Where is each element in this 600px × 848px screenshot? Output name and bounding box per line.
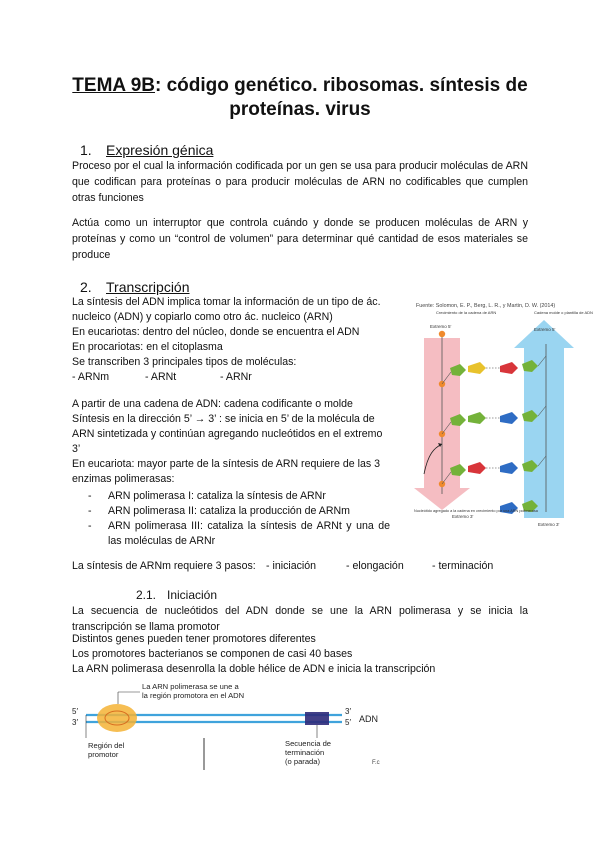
base-icon bbox=[500, 462, 518, 474]
step-item: - terminación bbox=[432, 560, 494, 572]
end-3prime-right: 3′ bbox=[345, 707, 351, 716]
paragraph-expresion-definition: Proceso por el cual la información codificada por un gen se usa para producir moléculas de ARN que codifican para proteínas o para producir moléculas de ARN no codificables que cumplen otras funciones bbox=[72, 160, 528, 204]
base-icon bbox=[500, 362, 518, 374]
termination-label-line3: (o parada) bbox=[285, 757, 321, 766]
promoter-label-line1: Región del bbox=[88, 741, 125, 750]
page-title bbox=[60, 74, 540, 122]
base-icon bbox=[468, 362, 486, 374]
end-3prime-left: 3′ bbox=[72, 718, 78, 727]
title-text: : código genético. ribosomas. síntesis de proteínas. virus bbox=[155, 75, 528, 120]
section-number: 2. bbox=[80, 279, 92, 295]
end-5prime-left: 5′ bbox=[72, 707, 78, 716]
rna-type: - ARNm bbox=[72, 371, 110, 383]
dna-template-arrow bbox=[514, 320, 574, 518]
section-heading-transcripcion bbox=[80, 279, 190, 295]
dna-5prime-end: Extremo 5′ bbox=[534, 327, 556, 332]
polymerase-label-line2: la región promotora en el ADN bbox=[142, 691, 245, 700]
document-page: TEMA 9B: código genético. ribosomas. síntesis de proteínas. virus 1. Expresión génica Proceso por el cual la información codificada por un gen se usa para producir moléculas de ARN que codifican para proteínas o para producir moléculas de ARN no codificables que cumplen otras funciones Actúa como un interruptor que controla cuándo y donde se producen moléculas de ARN y proteínas y como un “control de volumen” para determinar qué cantidad de esos materiales se produce 2. Transcripción La síntesis del ADN implica tomar la información de un tipo de ác. nucleico (ADN) y copiarlo como otro ác. nucleico (ARN) En eucariotas: dentro del núcleo, donde se encuentra el ADN En procariotas: en el citoplasma Se transcriben 3 principales tipos de moléculas: - ARNm - ARNt - ARNr A partir de una cadena de ADN: cadena codificante o molde Síntesis en la dirección 5’ → 3’ : se inicia en 5’ de la molécula de ARN sintetizada y continúan agregando nucleótidos en el extremo 3’ En eucariota: mayor parte de la síntesis de ARN requiere de las 3 enzimas polimerasas: - ARN polimerasa I: cataliza la síntesis de ARNr - ARN polimerasa II: cataliza la producción de ARNm - ARN polimerasa III: cataliza la síntesis de ARNt y una de las moléculas de ARNr La síntesis de ARNm requiere 3 pasos: - iniciación - elongación - terminación 2.1. Iniciación La secuencia de nucleótidos del ADN donde se une la ARN polimerasa y se inicia la transcripción se llama promotor Distintos genes pueden tener promotores diferentes Los promotores bacterianos se componen de casi 40 bases La ARN polimerasa desenrolla la doble hélice de ADN e inicia la transcripción Fuente: Solomon, E. P., Berg, L. R., y Martin, D. W. (2014) Crecimiento de la cadena de ARN Cadena molde o plantilla de ADN Extremo 5′ Extremo 5′ Nucleótido agregado a la cadena en crecimiento por una ARN polimerasa Extremo 3′ Extremo 3′ La ARN polimerasa se une a la región promotora en el ADN 5′ 3′ 3′ 5′ ADN Región del promotor Secuencia de terminación (o parada) F.c bbox=[0, 0, 600, 848]
base-icon bbox=[500, 412, 518, 424]
text-line: enzimas polimerasas: bbox=[72, 473, 175, 485]
text-line: ARN sintetizada y continúan agregando nucleótidos en el extremo bbox=[72, 428, 383, 440]
text-line: Los promotores bacterianos se componen de casi 40 bases bbox=[72, 648, 353, 660]
text-line: Síntesis en la dirección 5’ → 3’ : se inicia en 5’ de la molécula de bbox=[72, 413, 375, 425]
section-title: Expresión génica bbox=[106, 142, 214, 158]
text-line: En eucariotas: dentro del núcleo, donde se encuentra el ADN bbox=[72, 326, 360, 338]
list-item-text: ARN polimerasa III: cataliza la síntesis de ARNt y una de las moléculas de ARNr bbox=[108, 520, 390, 547]
section-title: Transcripción bbox=[106, 279, 190, 295]
end-5prime-right: 5′ bbox=[345, 718, 351, 727]
rna-3prime-end: Extremo 3′ bbox=[452, 514, 474, 519]
subsection-heading-iniciacion bbox=[136, 588, 217, 602]
termination-label-line2: terminación bbox=[285, 748, 325, 757]
figure-source: Fuente: Solomon, E. P., Berg, L. R., y Martin, D. W. (2014) bbox=[416, 303, 556, 309]
section-number: 1. bbox=[80, 142, 92, 158]
rna-polymerase-icon bbox=[97, 704, 137, 732]
text-line: nucleico (ADN) y copiarlo como otro ác. nucleico (ARN) bbox=[72, 311, 333, 323]
text-line: A partir de una cadena de ADN: cadena codificante o molde bbox=[72, 398, 353, 410]
termination-label-line1: Secuencia de bbox=[285, 739, 332, 748]
paragraph-promotor: La secuencia de nucleótidos del ADN donde se une la ARN polimerasa y se inicia la transcripción se llama promotor bbox=[72, 605, 528, 633]
list-item-text: ARN polimerasa II: cataliza la producción de ARNm bbox=[108, 505, 350, 517]
step-item: - elongación bbox=[346, 560, 404, 572]
promoter-label-line2: promotor bbox=[88, 750, 119, 759]
dna-template-title: Cadena molde o plantilla de ADN bbox=[534, 310, 593, 315]
text-line: Se transcriben 3 principales tipos de moléculas: bbox=[72, 356, 297, 368]
figure-rna-synthesis bbox=[414, 298, 593, 530]
rna-type: - ARNt bbox=[145, 371, 177, 383]
polymerase-label-line1: La ARN polimerasa se une a bbox=[142, 682, 239, 691]
list-item-text: ARN polimerasa I: cataliza la síntesis de ARNr bbox=[108, 490, 326, 502]
figure-tag: F.c bbox=[372, 760, 380, 766]
text-line: La ARN polimerasa desenrolla la doble hélice de ADN e inicia la transcripción bbox=[72, 663, 436, 675]
termination-sequence-marker bbox=[305, 712, 329, 725]
steps-intro: La síntesis de ARNm requiere 3 pasos: bbox=[72, 560, 256, 572]
figure-polymerase-binding bbox=[72, 678, 392, 770]
text-line: En procariotas: en el citoplasma bbox=[72, 341, 223, 353]
rna-chain-title: Crecimiento de la cadena de ARN bbox=[436, 310, 497, 315]
title-topic-number: TEMA 9B bbox=[72, 75, 155, 96]
dna-3prime-end: Extremo 3′ bbox=[538, 522, 560, 527]
text-line: Distintos genes pueden tener promotores diferentes bbox=[72, 633, 316, 645]
step-item: - iniciación bbox=[266, 560, 317, 572]
subsection-title: Iniciación bbox=[167, 588, 218, 602]
text-line: La síntesis del ADN implica tomar la información de un tipo de ác. bbox=[72, 296, 381, 308]
base-icon bbox=[468, 412, 486, 424]
base-icon bbox=[468, 462, 486, 474]
paragraph-expresion-control: Actúa como un interruptor que controla cuándo y donde se producen moléculas de ARN y proteínas y como un “control de volumen” para determinar qué cantidad de esos materiales se produce bbox=[72, 217, 528, 261]
rna-type: - ARNr bbox=[220, 371, 252, 383]
figure-note: Nucleótido agregado a la cadena en crecimiento por una ARN polimerasa bbox=[414, 509, 538, 513]
dna-label: ADN bbox=[359, 714, 379, 724]
subsection-number: 2.1. bbox=[136, 588, 157, 602]
text-line: 3’ bbox=[72, 443, 81, 455]
text-line: En eucariota: mayor parte de la síntesis de ARN requiere de las 3 bbox=[72, 458, 380, 470]
rna-5prime-end: Extremo 5′ bbox=[430, 324, 452, 329]
section-heading-expresion bbox=[80, 142, 213, 158]
phosphate-icon bbox=[439, 331, 445, 337]
